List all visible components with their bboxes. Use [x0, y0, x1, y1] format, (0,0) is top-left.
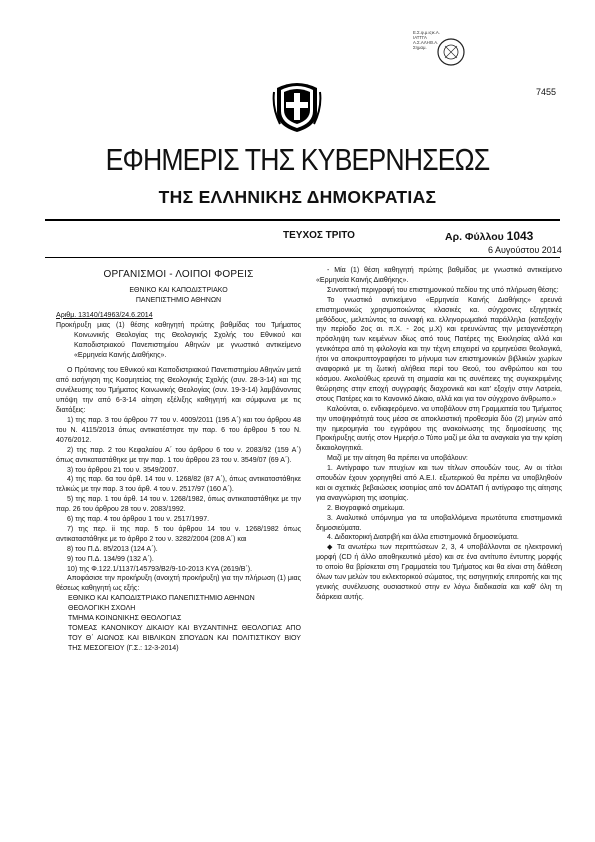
header-divider: [45, 219, 560, 221]
stamp-text: Ε.Σ.φ.μ.ιςικ.Α. ΙΑΤΤΓΑ Α.Σ.ΑΛΗΘ.Α. Σημαμ.: [413, 30, 440, 50]
documents-intro: Μαζί με την αίτηση θα πρέπει να υποβάλουν:: [327, 455, 468, 463]
greek-coat-of-arms-icon: [272, 78, 322, 139]
issue-label: ΤΕΥΧΟΣ ΤΡΙΤΟ: [283, 230, 355, 241]
bullet-icon: ◆: [327, 544, 338, 552]
document-item: 4. Διδακτορική Διατριβή και άλλα επιστημονικά δημοσιεύματα.: [327, 534, 519, 542]
list-item: 1) της παρ. 3 του άρθρου 77 του ν. 4009/2011 (195 Α΄) και του άρθρου 48 του Ν. 4115/2013 όπως αντικατέστησε την παρ. 6 του άρθρου 5 του Ν. 4076/2012.: [56, 416, 301, 444]
list-item: 2) της παρ. 2 του Κεφαλαίου Α΄ του άρθρου 6 του ν. 2083/92 (159 Α΄) όπως αντικαταστάθηκε με την παρ. 1 του άρθρου 23 του ν. 3549/07 (69 Α΄).: [56, 446, 301, 464]
list-item: 4) της παρ. 6α του άρθ. 14 του ν. 1268/82 (87 Α΄), όπως αντικαταστάθηκε τελικώς με την παρ. 3 του άρθ. 4 του ν. 2517/97 (160 Α΄).: [56, 476, 301, 494]
list-item: 7) της περ. ii της παρ. 5 του άρθρου 14 του ν. 1268/1982 όπως αντικαταστάθηκε με το άρθρο 2 του ν. 3282/2004 (208 Α΄) και: [56, 525, 301, 543]
gazette-title: ΕΦΗΜΕΡΙΣ ΤΗΣ ΚΥΒΕΡΝΗΣΕΩΣ: [105, 142, 490, 177]
decision-number: Αριθμ. 13140/14963/24.6.2014: [56, 311, 153, 319]
page-number: 7455: [536, 87, 557, 97]
intro-paragraph: Ο Πρύτανης του Εθνικού και Καποδιστριακού Πανεπιστημίου Αθηνών μετά από εισήγηση της Κοσμητείας της Θεολογικής Σχολής (συν. 28-3-14) και της συνέλευσης του Τμήματος Κοινωνικής Θεολογίας (συν. 19-3-14) λαμβάνοντας υπόψη την από 6-3-14 αίτηση εξέλιξης καθηγητή και σύμφωνα με τις διατάξεις:: [56, 367, 301, 415]
document-item: 1. Αντίγραφο των πτυχίων και των τίτλων σπουδών τους. Αν οι τίτλοι σπουδών έχουν χορηγηθεί από Α.Ε.Ι. εξωτερικού θα πρέπει να υποβληθούν και οι σχετικές βεβαιώσεις ισοτιμίας από τον ΔΟΑΤΑΠ ή αντίγραφο της αίτησης για αναγνώριση της ισοτιμίας.: [316, 465, 562, 502]
org-line: ΤΜΗΜΑ ΚΟΙΝΩΝΙΚΗΣ ΘΕΟΛΟΓΙΑΣ: [68, 615, 182, 623]
left-column: [56, 266, 301, 654]
registry-stamp: [413, 30, 469, 68]
gazette-subtitle: ΤΗΣ ΕΛΛΗΝΙΚΗΣ ΔΗΜΟΚΡΑΤΙΑΣ: [158, 187, 437, 207]
announcement: Αποφάσισε την προκήρυξη (ανοιχτή προκήρυξη) για την πλήρωση (1) μιας θέσεως καθηγητή ως εξής:: [56, 575, 301, 593]
seal-icon: [435, 36, 467, 68]
org-line: ΕΘΝΙΚΟ ΚΑΙ ΚΑΠΟΔΙΣΤΡΙΑΚΟ ΠΑΝΕΠΙΣΤΗΜΙΟ ΑΘΗΝΩΝ: [68, 595, 255, 603]
sheet-number: Αρ. Φύλλου 1043: [445, 229, 534, 243]
right-column: [316, 266, 562, 603]
document-item: 3. Αναλυτικό υπόμνημα για τα υποβαλλόμενα πρωτότυπα επιστημονικά δημοσιεύματα.: [316, 514, 562, 532]
position-line: - Μία (1) θέση καθηγητή πρώτης βαθμίδας με γνωστικό αντικείμενο «Ερμηνεία Καινής Διαθήκης».: [316, 267, 562, 284]
list-item: 3) του άρθρου 21 του ν. 3549/2007.: [67, 466, 179, 474]
bullet-paragraph: ◆ Τα ανωτέρω των περιπτώσεων 2, 3, 4 υποβάλλονται σε ηλεκτρονική μορφή (CD ή άλλο αποθηκευτικό μέσο) και σε ένα αντίτυπο έντυπης μορφής το οποίο θα βρίσκεται στη Γραμματεία του Τμήματος και θα είναι στη διάθεση όλων των μελών του εκλεκτορικού σώματος, της εισηγητικής επιτροπής και της γενικής συνέλευσης ουσιαστικού στην εν λόγω διαδικασία και καθ' όλη τη διάρκεια αυτής.: [316, 544, 562, 601]
list-item: 9) του Π.Δ. 134/99 (132 Α΄).: [67, 555, 154, 563]
org-line: ΤΟΜΕΑΣ ΚΑΝΟΝΙΚΟΥ ΔΙΚΑΙΟΥ ΚΑΙ ΒΥΖΑΝΤΙΝΗΣ ΘΕΟΛΟΓΙΑΣ ΑΠΟ ΤΟΥ Θ΄ ΑΙΩΝΟΣ ΚΑΙ ΒΙΒΛΙΚΩΝ ΣΠΟΥΔΩΝ ΚΑΙ ΠΟΛΙΤΙΣΤΙΚΟΥ ΒΙΟΥ ΤΗΣ ΜΕΣΟΓΕΙΟΥ (Γ.Σ.: 12-3-2014): [68, 625, 301, 652]
list-item: 10) της Φ.122.1/1137/145793/Β2/9-10-2013 ΚΥΑ (2619/Β΄).: [67, 565, 253, 573]
issue-date: 6 Αυγούστου 2014: [488, 245, 562, 255]
description-label: Συνοπτική περιγραφή του επιστημονικού πεδίου της υπό πλήρωση θέσης:: [327, 286, 559, 294]
description-text: Το γνωστικό αντικείμενο «Ερμηνεία Καινής Διαθήκης» ερευνά επιστημονικώς χρησιμοποιώντας κλασικές κα. σύγχρονες εξηγητικές μεθόδους, μελετώντας τα συναφή κα. ελληνορωμαϊκά παράλληλα (κατεξοχήν την περίοδο 2ος αι. π.Χ. - 2ος μ.Χ) και ερευνώντας την μεταγενέστερη πρόσληψη των κειμένων ιδίως από τους Πατέρες της Εκκλησίας αλλά και γενικότερα από τη φιλολογία και την τέχνη επιχειρεί να ερμηνεύσει θεολογικά, ήτοι να αποκρυπτογραφήσει το μήνυμα των επιστημονικών βιβλικών χωρίων αναφορικά με τη ζωτική αλήθεια περί του Θεού, του ανθρώπου και του κόσμου. Ακολούθως ερευνά τη σημασία και τις συνέπειες της συγκεκριμένης θεώρησης στην εποχή συγγραφής διαχρονικά και κατ' εξοχήν στην Λατρεία, στους Πατέρες και το Κανονικό Δίκαιο, αλλά και για τον σύγχρονο άνθρωπο.»: [316, 296, 562, 403]
document-item: 2. Βιογραφικό σημείωμα.: [327, 504, 405, 512]
institution-name: ΕΘΝΙΚΟ ΚΑΙ ΚΑΠΟΔΙΣΤΡΙΑΚΟ ΠΑΝΕΠΙΣΤΗΜΙΟ ΑΘΗΝΩΝ: [129, 286, 228, 304]
section-heading: ΟΡΓΑΝΙΣΜΟΙ - ΛΟΙΠΟΙ ΦΟΡΕΙΣ: [103, 269, 254, 280]
org-line: ΘΕΟΛΟΓΙΚΗ ΣΧΟΛΗ: [68, 605, 136, 613]
list-item: 6) της παρ. 4 του άρθρου 1 του ν. 2517/1997.: [67, 516, 210, 524]
decision-title: Προκήρυξη μιας (1) θέσης καθηγητή πρώτης βαθμίδας του Τμήματος Κοινωνικής Θεολογίας της Θεολογικής Σχολής του Εθνικού και Καποδιστριακού Πανεπιστημίου Αθηνών με γνωστικό αντικείμενο «Ερμηνεία Καινής Διαθήκης».: [56, 321, 301, 359]
subheader-divider: [45, 257, 560, 258]
list-item: 5) της παρ. 1 του άρθ. 14 του ν. 1268/1982, όπως αντικαταστάθηκε με την παρ. 26 του άρθρου 28 του ν. 2083/1992.: [56, 496, 301, 514]
list-item: 8) του Π.Δ. 85/2013 (124 Α΄).: [67, 545, 158, 553]
invitation-paragraph: Καλούνται, ο. ενδιαφερόμενο. να υποβάλουν στη Γραμματεία του Τμήματος την υποψηφιότητά τους μέσα σε αποκλειστική προθεσμία δύο (2) μηνών από την ημερομηνία του εγγράφου της ανακοίνωσης της δημοσίευσης της Προκήρυξης αυτής στον Ημερήσ.ο Τύπο μαζί με όλα τα αναγκαία για την κρίση δικαιολογητικά.: [316, 405, 562, 453]
